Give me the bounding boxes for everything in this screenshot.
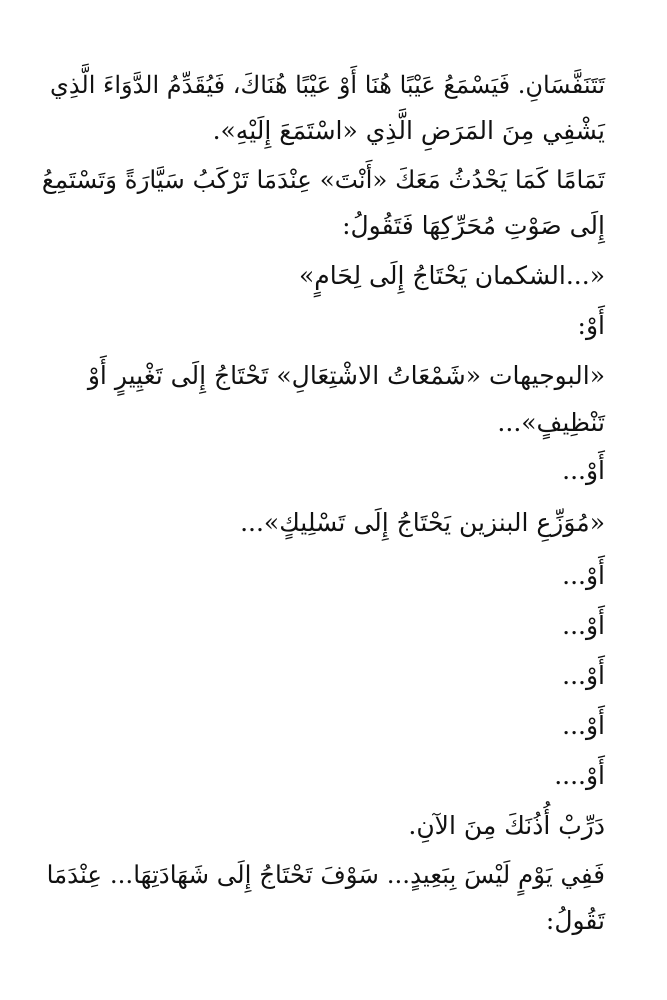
text-line-1: تَتَنَفَّسَانِ. فَيَسْمَعُ عَيْبًا هُنَا أَوْ عَيْبًا هُنَاكَ، فَيُقَدِّمُ الدَّوَاءَ الَّذِي bbox=[50, 71, 605, 99]
text-line-6: أَوْ: bbox=[577, 311, 605, 340]
text-line-13: أَوْ... bbox=[562, 661, 605, 690]
text-line-10: «مُوَزِّعِ البنزين يَحْتَاجُ إِلَى تَسْلِيكٍ»... bbox=[240, 508, 605, 537]
text-line-2: يَشْفِي مِنَ المَرَضِ الَّذِي «اسْتَمَعَ إِلَيْهِ». bbox=[212, 116, 605, 145]
text-line-17: فَفِي يَوْمٍ لَيْسَ بِبَعِيدٍ... سَوْفَ تَحْتَاجُ إِلَى شَهَادَتِهَا... عِنْدَمَا bbox=[46, 860, 605, 889]
text-line-11: أَوْ... bbox=[562, 561, 605, 590]
text-line-5: «...الشكمان يَحْتَاجُ إِلَى لِحَامٍ» bbox=[298, 261, 605, 290]
text-line-12: أَوْ... bbox=[562, 611, 605, 640]
text-line-18: تَقُولُ: bbox=[545, 906, 605, 935]
text-line-16: دَرِّبْ أُذُنَكَ مِنَ الآنِ. bbox=[408, 811, 605, 840]
text-line-9: أَوْ... bbox=[562, 456, 605, 485]
text-line-3: تَمَامًا كَمَا يَحْدُثُ مَعَكَ «أَنْتَ» عِنْدَمَا تَرْكَبُ سَيَّارَةً وَتَسْتَمِعُ bbox=[41, 165, 605, 194]
text-line-4: إِلَى صَوْتِ مُحَرِّكِهَا فَتَقُولُ: bbox=[342, 211, 605, 240]
text-line-7: «البوجيهات «شَمْعَاتُ الاشْتِعَالِ» تَحْتَاجُ إِلَى تَغْيِيرٍ أَوْ bbox=[87, 361, 605, 390]
text-line-14: أَوْ... bbox=[562, 711, 605, 740]
text-line-8: تَنْظِيفٍ»... bbox=[497, 408, 605, 437]
text-line-15: أَوْ.... bbox=[554, 761, 605, 790]
